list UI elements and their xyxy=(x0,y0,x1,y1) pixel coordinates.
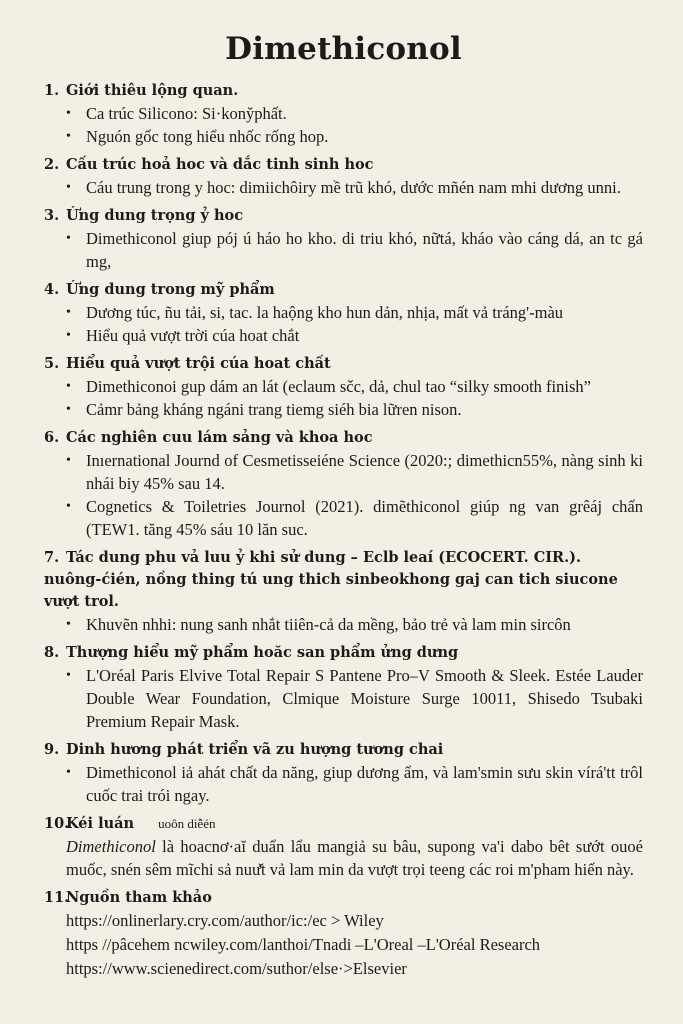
section-1 xyxy=(44,80,643,148)
section-heading-note: uoôn diễén xyxy=(158,816,216,831)
section-8 xyxy=(44,642,643,733)
section-heading-text: Hiểu quả vượt trội cúa hoat chất xyxy=(66,355,331,372)
bullet-list xyxy=(44,761,643,807)
list-item: • Khuvẽn nhhi: nung sanh nhắt tiiên-cả da mềng, bảo trẻ và lam min sircôn xyxy=(66,613,643,636)
bullet-list xyxy=(44,664,643,733)
section-9 xyxy=(44,739,643,807)
section-heading-text: Giới thiêu lộng quan. xyxy=(66,82,239,99)
bullet-list xyxy=(44,102,643,148)
list-item: • Cognetics & Toiletries Journol (2021). dimẽthiconol giúp ng van grêáj chấn (TEW1. tăng 45% sáu 10 lăn suc. xyxy=(66,495,643,541)
section-number: 4. xyxy=(44,281,60,298)
section-heading xyxy=(44,427,643,449)
section-heading xyxy=(44,739,643,761)
bullet-list xyxy=(44,449,643,541)
reference-list xyxy=(44,909,643,981)
list-item: • Dương túc, ñu tải, si, tac. la haộng kho hun dản, nhịa, mất vả tráng'-màu xyxy=(66,301,643,324)
bullet-list xyxy=(44,301,643,347)
section-4 xyxy=(44,279,643,347)
section-heading xyxy=(44,154,643,176)
list-item: • Cáu trung trong y hoc: dimiichôiry mề trũ khó, dước mñén nam mhi dương unni. xyxy=(66,176,643,199)
section-number: 1. xyxy=(44,82,60,99)
section-heading xyxy=(44,547,643,613)
list-item: • Ca trúc Silicono: Si·kony̆phất. xyxy=(66,102,643,125)
section-number: 11. xyxy=(44,889,70,906)
section-heading-text: Ứng dung trọng ỷ hoc xyxy=(66,207,244,224)
section-heading-text: Nguồn tham khảo xyxy=(66,889,212,906)
section-conclusion xyxy=(44,813,643,881)
section-number: 6. xyxy=(44,429,60,446)
section-heading xyxy=(44,80,643,102)
section-references xyxy=(44,887,643,981)
section-heading-text: Ứng dung trong mỹ phẩm xyxy=(66,281,275,298)
section-7 xyxy=(44,547,643,636)
section-number: 10. xyxy=(44,815,70,832)
section-number: 8. xyxy=(44,644,60,661)
list-item: • L'Oréal Paris Elvive Total Repair S Pantene Pro–V Smooth & Sleek. Estée Lauder Double Wear Foundation, Clmique Moisture Surge 10011, Shisedo Tsubaki Premium Repair Mask. xyxy=(66,664,643,733)
section-heading-text: Tác dung phu vả luu ỷ khi sử dung – Eclb leaí (ECOCERT. CIR.). nuông-ćién, nồng thing tú ung thich sinbeokhong gaj can tich siucone vượt trol. xyxy=(44,549,618,610)
list-item: • Dimethiconol iả ahát chất da năng, giup dương ẩm, và lam'smin sưu skin vírá'tt trôl cuốc trai trói ngay. xyxy=(66,761,643,807)
section-heading xyxy=(44,887,643,909)
section-number: 5. xyxy=(44,355,60,372)
section-heading xyxy=(44,353,643,375)
section-number: 7. xyxy=(44,549,60,566)
conclusion-paragraph xyxy=(44,835,643,881)
section-heading-text: Kéi luán xyxy=(66,815,135,832)
conclusion-term: Dimethiconol xyxy=(66,837,156,856)
sections xyxy=(44,80,643,807)
bullet-list xyxy=(44,227,643,273)
list-item: • Cảmr bảng kháng ngáni trang tiemg siéh bia lữren nison. xyxy=(66,398,643,421)
section-number: 3. xyxy=(44,207,60,224)
reference-link[interactable]: https //pâcehem ncwiley.com/lanthoi/Tnadi –L'Oreal –L'Oréal Research xyxy=(66,935,541,954)
section-number: 2. xyxy=(44,156,60,173)
section-6 xyxy=(44,427,643,541)
reference-link[interactable]: https://www.scienedirect.com/suthor/else·>Elsevier xyxy=(66,959,407,978)
document-title: Dimethiconol xyxy=(225,31,462,67)
bullet-list xyxy=(44,375,643,421)
section-heading xyxy=(44,279,643,301)
list-item: • Inıernational Journd of Cesmetisseiéne Science (2020:; dimethicn55%, nàng sinh ki nhái biy 45% sau 14. xyxy=(66,449,643,495)
list-item: • Hiểu quả vượt trời cúa hoat chắt xyxy=(66,324,643,347)
bullet-list xyxy=(44,613,643,636)
section-heading-text: Các nghiên cuu lám sảng và khoa hoc xyxy=(66,429,373,446)
reference-link[interactable]: https://onlinerlary.cry.com/author/ic:/ec > Wiley xyxy=(66,911,384,930)
section-heading xyxy=(44,205,643,227)
section-heading-text: Cấu trúc hoả hoc và dắc tinh sinh hoc xyxy=(66,156,374,173)
section-5 xyxy=(44,353,643,421)
conclusion-text: là hoacnơ·aĭ duẩn lẩu mangiả su bâu, supong va'i dabo bêt sướt ouoé muốc, snén sêm mĩchi sả nuư̆t vả lam min da vượt trọi teeng các roi m'pham hiến này. xyxy=(66,837,643,879)
bullet-list xyxy=(44,176,643,199)
section-heading-text: Thượng hiểu mỹ phẩm hoăc san phẩm ửng dưng xyxy=(66,644,459,661)
section-number: 9. xyxy=(44,741,60,758)
list-item: • Dimethiconoi gup dám an lát (eclaum sčc, dả, chul tao “silky smooth finish” xyxy=(66,375,643,398)
list-item: • Nguón gốc tong hiểu nhốc rống hop. xyxy=(66,125,643,148)
section-heading-text: Dinh hương phát triển vã zu hượng tương chai xyxy=(66,741,444,758)
section-heading xyxy=(44,813,643,835)
section-2 xyxy=(44,154,643,199)
list-item: • Dimethiconol giup pój ú háo ho kho. di triu khó, nữtá, kháo vào cáng dá, an tc gá mg, xyxy=(66,227,643,273)
section-heading xyxy=(44,642,643,664)
section-3 xyxy=(44,205,643,273)
